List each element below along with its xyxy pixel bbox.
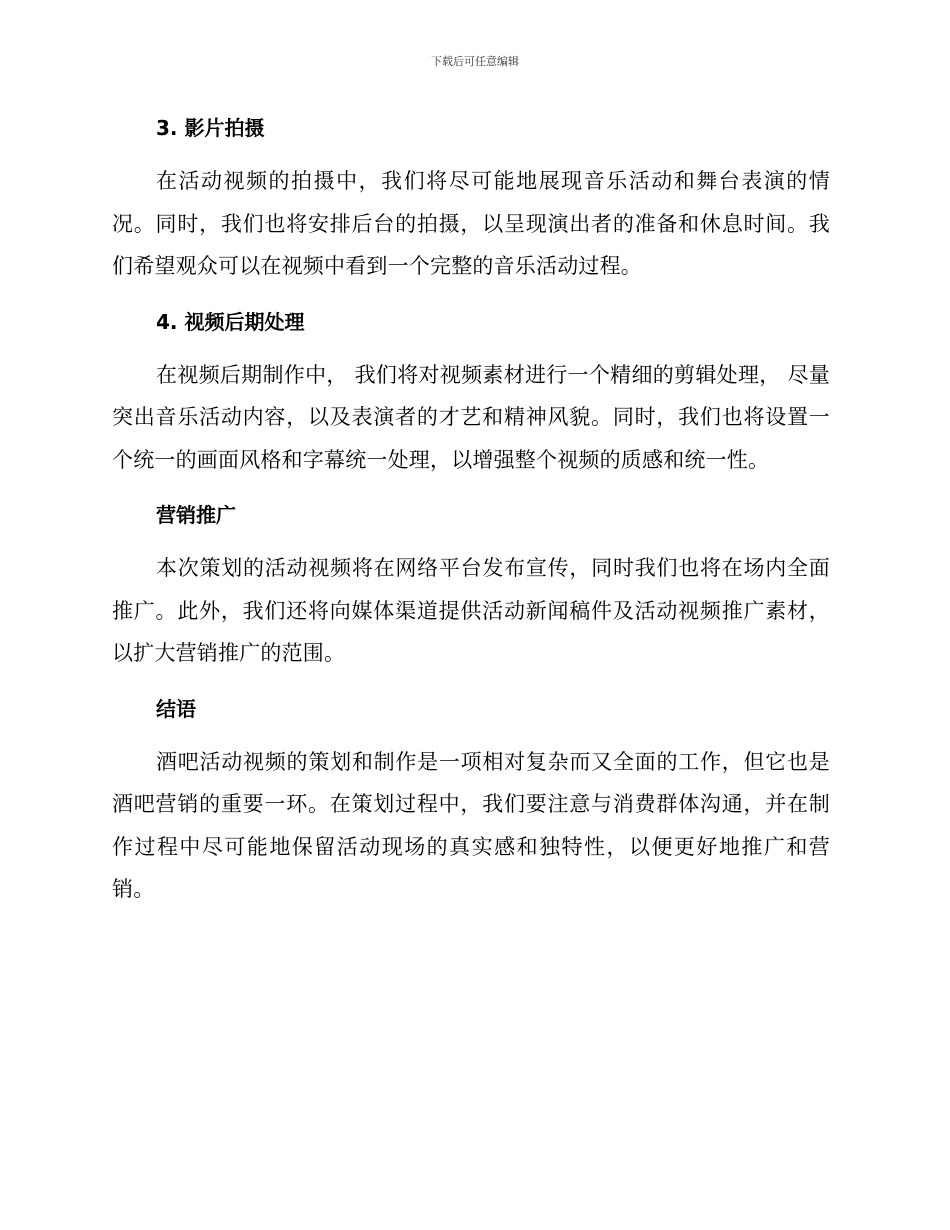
section-heading-filming: 3. 影片拍摄 xyxy=(156,116,265,140)
section-paragraph-marketing: 本次策划的活动视频将在网络平台发布宣传，同时我们也将在场内全面推广。此外，我们还将向媒体渠道提供活动新闻稿件及活动视频推广素材，以扩大营销推广的范围。 xyxy=(112,556,830,665)
section-paragraph-filming: 在活动视频的拍摄中，我们将尽可能地展现音乐活动和舞台表演的情况。同时，我们也将安排后台的拍摄，以呈现演出者的准备和休息时间。我们希望观众可以在视频中看到一个完整的音乐活动过程。 xyxy=(112,169,830,278)
document-body xyxy=(112,108,830,925)
section-paragraph-conclusion: 酒吧活动视频的策划和制作是一项相对复杂而又全面的工作，但它也是酒吧营销的重要一环。在策划过程中，我们要注意与消费群体沟通，并在制作过程中尽可能地保留活动现场的真实感和独特性，以便更好地推广和营销。 xyxy=(112,749,830,901)
section-heading-marketing: 营销推广 xyxy=(156,503,236,527)
section-heading-post-production: 4. 视频后期处理 xyxy=(156,309,305,334)
page-header-note: 下载后可任意编辑 xyxy=(431,55,519,68)
section-heading-conclusion: 结语 xyxy=(156,696,196,721)
section-paragraph-post-production: 在视频后期制作中， 我们将对视频素材进行一个精细的剪辑处理， 尽量突出音乐活动内容，以及表演者的才艺和精神风貌。同时，我们也将设置一个统一的画面风格和字幕统一处理，以增强整个视频的质感和统一性。 xyxy=(112,362,830,472)
